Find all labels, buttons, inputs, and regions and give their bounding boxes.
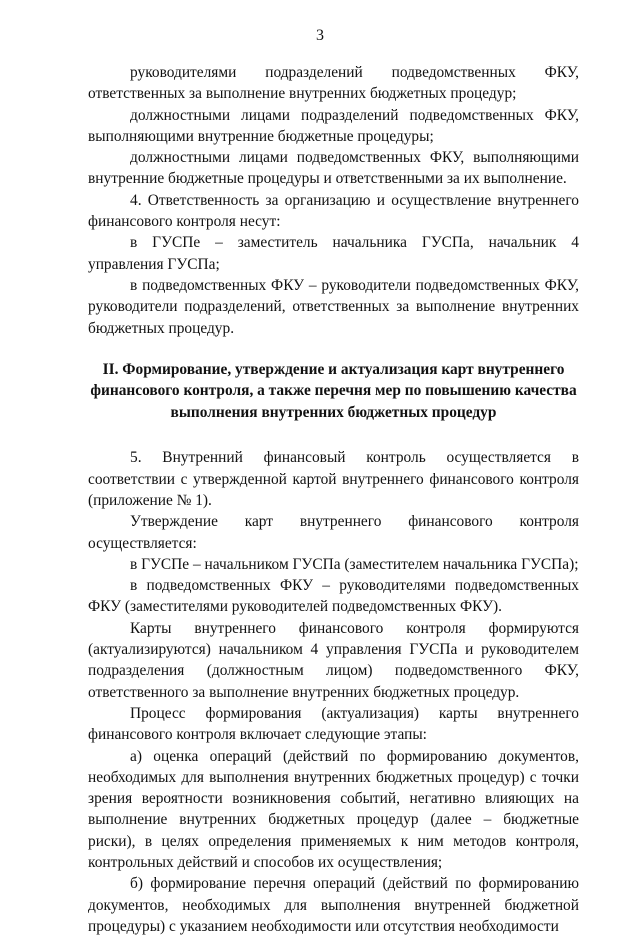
section-heading: II. Формирование, утверждение и актуализация карт внутреннего финансового контроля, а также перечня мер по повышению качества выполнения внутренних бюджетных процедур: [90, 360, 577, 421]
paragraph: в ГУСПе – начальником ГУСПа (заместителем начальника ГУСПа);: [130, 555, 579, 573]
paragraph: должностными лицами подведомственных ФКУ, выполняющими внутренние бюджетные процедуры и ответственными за их выполнение.: [88, 149, 579, 188]
paragraph: б) формирование перечня операций (действий по формированию документов, необходимых для выполнения внутренней бюджетной процедуры) с указанием необходимости или отсутствия необходимости: [88, 875, 579, 935]
paragraph: Утверждение карт внутреннего финансового контроля осуществляется:: [88, 513, 579, 552]
paragraph: Процесс формирования (актуализация) карты внутреннего финансового контроля включает следующие этапы:: [88, 704, 579, 744]
page-number: 3: [316, 27, 324, 44]
paragraph: Карты внутреннего финансового контроля формируются (актуализируются) начальником 4 управления ГУСПа и руководителем подразделения (должностным лицом) подведомственного ФКУ, ответственного за выполнение внутренних бюджетных процедур.: [88, 619, 579, 701]
document-body: [88, 62, 579, 937]
paragraph: в подведомственных ФКУ – руководителями подведомственных ФКУ (заместителями руководителей подведомственных ФКУ).: [88, 577, 579, 616]
paragraph: в ГУСПе – заместитель начальника ГУСПа, начальник 4 управления ГУСПа;: [88, 234, 579, 273]
paragraph: руководителями подразделений подведомственных ФКУ, ответственных за выполнение внутренних бюджетных процедур;: [88, 64, 579, 103]
paragraph: в подведомственных ФКУ – руководители подведомственных ФКУ, руководители подразделений, ответственных за выполнение внутренних бюджетных процедур.: [88, 276, 579, 337]
paragraph: а) оценка операций (действий по формированию документов, необходимых для выполнения внутренних бюджетных процедур) с точки зрения вероятности возникновения событий, негативно влияющих на выполнение внутренних бюджетных процедур (далее – бюджетные риски), в целях определения применяемых к ним методов контроля, контрольных действий и способов их осуществления;: [88, 747, 579, 871]
paragraph: 4. Ответственность за организацию и осуществление внутреннего финансового контроля несут:: [88, 191, 579, 231]
paragraph: 5. Внутренний финансовый контроль осуществляется в соответствии с утвержденной картой внутреннего финансового контроля (приложение № 1).: [88, 449, 579, 509]
paragraph: должностными лицами подразделений подведомственных ФКУ, выполняющими внутренние бюджетные процедуры;: [88, 106, 579, 145]
